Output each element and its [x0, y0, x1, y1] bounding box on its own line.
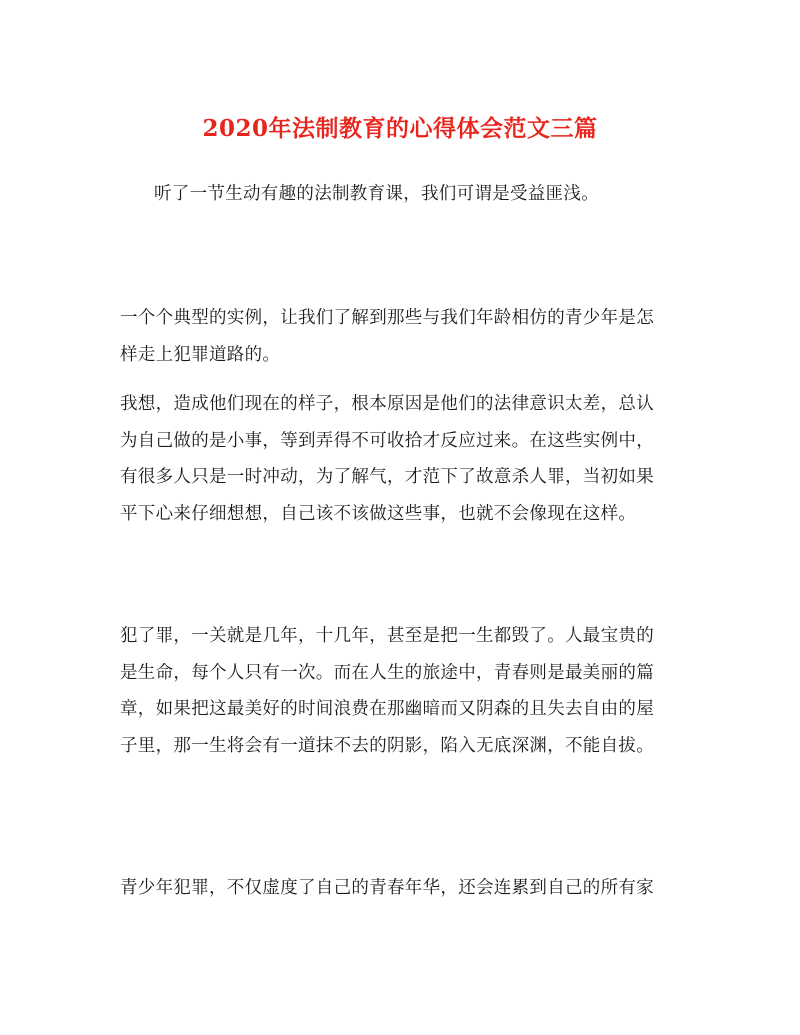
paragraph-1 [120, 300, 680, 373]
paragraph-line: 听了一节生动有趣的法制教育课，我们可谓是受益匪浅。 [154, 184, 599, 204]
paragraph-line: 我想，造成他们现在的样子，根本原因是他们的法律意识太差，总认 [120, 394, 654, 414]
paragraph-line: 有很多人只是一时冲动，为了解气，才范下了故意杀人罪，当初如果 [120, 467, 654, 487]
paragraph-line: 是生命，每个人只有一次。而在人生的旅途中，青春则是最美丽的篇 [120, 662, 654, 683]
paragraph-line: 样走上犯罪道路的。 [120, 344, 281, 365]
paragraph-3 [120, 618, 680, 764]
paragraph-2 [120, 386, 680, 532]
document-title: 2020年法制教育的心得体会范文三篇 [202, 115, 598, 142]
paragraph-line: 一个个典型的实例，让我们了解到那些与我们年龄相仿的青少年是怎 [120, 308, 654, 328]
paragraph-line: 子里，那一生将会有一道抹不去的阴影，陷入无底深渊，不能自拔。 [120, 735, 654, 756]
paragraph-line: 章，如果把这最美好的时间浪费在那幽暗而又阴森的且失去自由的屋 [120, 699, 654, 719]
paragraph-4 [120, 870, 680, 907]
paragraph-line: 为自己做的是小事，等到弄得不可收拾才反应过来。在这些实例中， [120, 430, 654, 451]
paragraph-line: 犯了罪，一关就是几年，十几年，甚至是把一生都毁了。人最宝贵的 [120, 626, 654, 646]
paragraph-line: 平下心来仔细想想，自己该不该做这些事，也就不会像现在这样。 [120, 503, 637, 524]
paragraph-line: 青少年犯罪，不仅虚度了自己的青春年华，还会连累到自己的所有家 [120, 878, 654, 898]
intro-paragraph [154, 176, 694, 213]
